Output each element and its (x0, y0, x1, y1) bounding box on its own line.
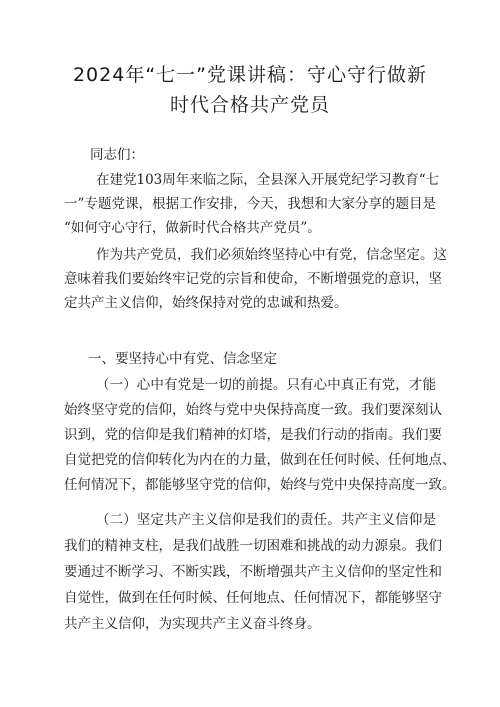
salutation: 同志们： (90, 147, 144, 163)
paragraph-line: （二）坚定共产主义信仰是我们的责任。共产主义信仰是 (96, 512, 436, 528)
paragraph-line: 始终坚守党的信仰，始终与党中央保持高度一致。我们要深刻认 (64, 402, 442, 418)
paragraph-line: 要通过不断学习、不断实践，不断增强共产主义信仰的坚定性和 (64, 564, 442, 580)
document-title-line-2: 时代合格共产党员 (169, 94, 330, 116)
paragraph-line: 定共产主义信仰，始终保持对党的忠诚和热爱。 (64, 295, 348, 311)
document-title-line-1: 2024年“七一”党课讲稿：守心守行做新 (72, 64, 428, 86)
paragraph-line: 在建党103周年来临之际，全县深入开展党纪学习教育“七 (96, 172, 440, 188)
paragraph-line: 意味着我们要始终牢记党的宗旨和使命，不断增强党的意识，坚 (64, 271, 442, 287)
paragraph-line: 我们的精神支柱，是我们战胜一切困难和挑战的动力源泉。我们 (64, 538, 442, 554)
paragraph-line: 作为共产党员，我们必须始终坚持心中有党，信念坚定。这 (96, 247, 447, 263)
paragraph-line: 共产主义信仰，为实现共产主义奋斗终身。 (64, 616, 321, 632)
paragraph-line: “如何守心守行，做新时代合格共产党员”。 (64, 220, 321, 236)
paragraph-line: 自觉把党的信仰转化为内在的力量，做到在任何时候、任何地点、 (64, 452, 456, 468)
paragraph-line: 一”专题党课，根据工作安排，今天，我想和大家分享的题目是 (64, 196, 436, 212)
paragraph-line: 任何情况下，都能够坚守党的信仰，始终与党中央保持高度一致。 (64, 477, 456, 493)
paragraph-line: 自觉性，做到在任何时候、任何地点、任何情况下，都能够坚守 (64, 590, 442, 606)
paragraph-line: （一）心中有党是一切的前提。只有心中真正有党，才能 (96, 377, 436, 393)
section-heading: 一、要坚持心中有党、信念坚定 (88, 351, 277, 367)
paragraph-line: 识到，党的信仰是我们精神的灯塔，是我们行动的指南。我们要 (64, 427, 442, 443)
